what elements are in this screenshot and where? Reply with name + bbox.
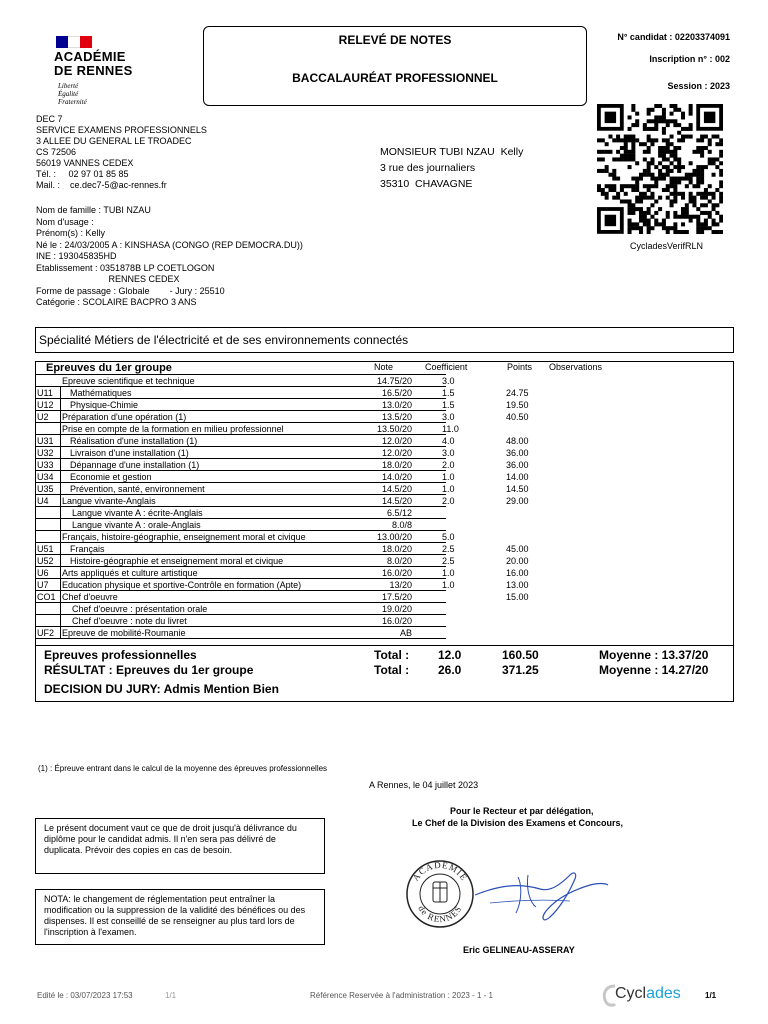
row-code: CO1 (37, 592, 56, 602)
row-note: 13.50/20 (376, 424, 412, 434)
row-note: 16.5/20 (381, 388, 412, 398)
row-label: Préparation d'une opération (1) (62, 412, 187, 422)
row-points: 14.50 (506, 484, 529, 494)
row-label: Chef d'oeuvre : note du livret (72, 616, 187, 626)
row-code: U33 (37, 460, 54, 470)
row-code: U51 (37, 544, 54, 554)
row-label: Chef d'oeuvre (62, 592, 118, 602)
row-note: 14.75/20 (376, 376, 412, 386)
row-label: Mathématiques (70, 388, 132, 398)
row-coefficient: 1.0 (442, 472, 455, 482)
header-points: Points (507, 362, 533, 372)
row-label: Langue vivante A : écrite-Anglais (72, 508, 203, 518)
row-note: 8.0/20 (386, 556, 412, 566)
row-points: 16.00 (506, 568, 529, 578)
row-note: 18.0/20 (381, 544, 412, 554)
row-note: 18.0/20 (381, 460, 412, 470)
stamp-bottom-text: de RENNES (416, 903, 464, 925)
svg-text:ACADEMIE (410, 860, 469, 883)
signatory-name: Eric GELINEAU-ASSERAY (463, 945, 575, 955)
result-points: 371.25 (502, 663, 539, 677)
row-note: 13.0/20 (381, 400, 412, 410)
row-label: Réalisation d'une installation (1) (70, 436, 198, 446)
row-coefficient: 3.0 (442, 412, 455, 422)
row-coefficient: 11.0 (442, 424, 459, 434)
row-code: U52 (37, 556, 54, 566)
diploma-title: BACCALAURÉAT PROFESSIONNEL (292, 71, 498, 85)
row-code: U31 (37, 436, 54, 446)
header-note: Note (374, 362, 394, 372)
row-label: Dépannage d'une installation (1) (70, 460, 200, 470)
edited-date: Edité le : 03/07/2023 17:53 (37, 991, 133, 1000)
row-label: Langue vivante A : orale-Anglais (72, 520, 201, 530)
row-points: 45.00 (506, 544, 529, 554)
academy-logo-name: ACADÉMIE DE RENNES (54, 49, 133, 78)
row-note: 8.0/8 (391, 520, 412, 530)
row-code: U6 (37, 568, 49, 578)
summary-pro-coef: 12.0 (438, 648, 462, 662)
row-note: 13/20 (389, 580, 412, 590)
row-points: 19.50 (506, 400, 529, 410)
row-code: U7 (37, 580, 49, 590)
result-coef: 26.0 (438, 663, 462, 677)
footnote: (1) : Épreuve entrant dans le calcul de la moyenne des épreuves professionnelles (38, 764, 328, 773)
code-column-divider (60, 387, 61, 639)
row-label: Chef d'oeuvre : présentation orale (72, 604, 208, 614)
row-note: 12.0/20 (381, 436, 412, 446)
row-label: Histoire-géographie et enseignement moral et civique (70, 556, 284, 566)
recipient-address: MONSIEUR TUBI NZAU Kelly 3 rue des journaliers 35310 CHAVAGNE (380, 146, 524, 190)
summary-pro-label: Epreuves professionnelles (44, 648, 197, 662)
summary-pro-average: Moyenne : 13.37/20 (599, 648, 709, 662)
row-coefficient: 2.5 (442, 544, 455, 554)
candidate-identity: Nom de famille : TUBI NZAU Nom d'usage : Prénom(s) : Kelly Né le : 24/03/2005 A : KINSHASA (CONGO (REP DEMOCRA.DU)) INE : 193045835HD Etablissement : 0351878B LP COETLOGON RENNES CEDEX Forme de passage : Globale - Jury : 25510 Catégorie : SCOLAIRE BACPRO 3 ANS (36, 205, 303, 307)
group-title: Epreuves du 1er groupe (46, 362, 172, 374)
row-note: 6.5/12 (386, 508, 412, 518)
page-number: 1/1 (705, 991, 717, 1000)
row-points: 24.75 (506, 388, 529, 398)
notice-regulation: NOTA: le changement de réglementation peut entraîner la modification ou la suppression de la validité des bénéfices ou des dispenses. Il est conseillé de se renseigner au plus tard lors de l'inscription à l'examen. (35, 889, 325, 945)
row-divider (36, 638, 446, 639)
row-label: Epreuve scientifique et technique (62, 376, 195, 386)
row-points: 48.00 (506, 436, 529, 446)
row-code: U35 (37, 484, 54, 494)
row-code: UF2 (37, 628, 55, 638)
row-note: 16.0/20 (381, 616, 412, 626)
row-points: 14.00 (506, 472, 529, 482)
republic-flag-icon (56, 36, 92, 48)
row-coefficient: 2.5 (442, 556, 455, 566)
row-note: 17.5/20 (381, 592, 412, 602)
qr-label: CycladesVerifRLN (630, 241, 704, 251)
row-points: 36.00 (506, 448, 529, 458)
row-label: Prévention, santé, environnement (70, 484, 205, 494)
row-coefficient: 5.0 (442, 532, 455, 542)
row-label: Langue vivante-Anglais (62, 496, 156, 506)
row-label: Livraison d'une installation (1) (70, 448, 189, 458)
row-label: Prise en compte de la formation en milieu professionnel (62, 424, 284, 434)
row-note: 14.5/20 (381, 484, 412, 494)
header-divider (36, 374, 446, 375)
republic-motto: Liberté Égalité Fraternité (58, 82, 87, 106)
jury-decision: DECISION DU JURY: Admis Mention Bien (44, 682, 279, 696)
speciality: Spécialité Métiers de l'électricité et de ses environnements connectés (35, 327, 734, 353)
row-note: 12.0/20 (381, 448, 412, 458)
signature-line1: Pour le Recteur et par délégation, (450, 806, 594, 816)
summary-pro-total: Total : (374, 648, 410, 662)
result-label: RÉSULTAT : Epreuves du 1er groupe (44, 663, 254, 677)
signature-icon (470, 855, 610, 935)
document-title: RELEVÉ DE NOTES (338, 33, 452, 47)
row-label: Epreuve de mobilité-Roumanie (62, 628, 186, 638)
row-coefficient: 2.0 (442, 496, 455, 506)
row-points: 20.00 (506, 556, 529, 566)
service-address: DEC 7 SERVICE EXAMENS PROFESSIONNELS 3 ALLEE DU GENERAL LE TROADEC CS 72506 56019 VANNES CEDEX Tél. : 02 97 01 85 85 Mail. : ce.dec7-5@ac-rennes.fr (36, 114, 207, 190)
row-code: U34 (37, 472, 54, 482)
document-title-box (203, 26, 587, 106)
row-points: 36.00 (506, 460, 529, 470)
notice-duplicata: Le présent document vaut ce que de droit jusqu'à délivrance du diplôme pour le candidat admis. Il n'en sera pas délivré de duplicata. Prévoir des copies en cas de besoin. (35, 818, 325, 874)
summary-pro-points: 160.50 (502, 648, 539, 662)
place-date: A Rennes, le 04 juillet 2023 (369, 780, 479, 790)
row-coefficient: 1.5 (442, 400, 455, 410)
row-points: 40.50 (506, 412, 529, 422)
row-points: 13.00 (506, 580, 529, 590)
row-code: U12 (37, 400, 54, 410)
row-code: U32 (37, 448, 54, 458)
row-label: Economie et gestion (70, 472, 152, 482)
session: Session : 2023 (667, 81, 730, 91)
row-note: 14.5/20 (381, 496, 412, 506)
row-coefficient: 3.0 (442, 376, 455, 386)
result-total: Total : (374, 663, 410, 677)
row-points: 15.00 (506, 592, 529, 602)
qr-code-icon (597, 104, 723, 236)
row-note: 13.5/20 (381, 412, 412, 422)
row-note: 19.0/20 (381, 604, 412, 614)
page-number-small: 1/1 (165, 991, 177, 1000)
row-coefficient: 1.5 (442, 388, 455, 398)
row-note: 13.00/20 (376, 532, 412, 542)
row-note: 14.0/20 (381, 472, 412, 482)
row-coefficient: 1.0 (442, 568, 455, 578)
row-label: Education physique et sportive-Contrôle en formation (Apte) (62, 580, 302, 590)
cyclades-brand: Cyclades (615, 985, 681, 1002)
row-coefficient: 2.0 (442, 460, 455, 470)
row-coefficient: 1.0 (442, 484, 455, 494)
admin-reference: Référence Reservée à l'administration : 2023 - 1 - 1 (310, 991, 493, 1000)
row-label: Physique-Chimie (70, 400, 139, 410)
row-note: 16.0/20 (381, 568, 412, 578)
row-coefficient: 3.0 (442, 448, 455, 458)
candidate-number: N° candidat : 02203374091 (617, 32, 730, 42)
signature-line2: Le Chef de la Division des Examens et Concours, (412, 818, 624, 828)
header-coefficient: Coefficient (425, 362, 468, 372)
result-average: Moyenne : 14.27/20 (599, 663, 709, 677)
row-code: U11 (37, 388, 53, 398)
row-points: 29.00 (506, 496, 529, 506)
academy-stamp-icon (404, 858, 476, 930)
row-code: U4 (37, 496, 49, 506)
row-coefficient: 1.0 (442, 580, 455, 590)
row-label: Arts appliqués et culture artistique (62, 568, 198, 578)
header-observations: Observations (549, 362, 603, 372)
row-label: Français (70, 544, 105, 554)
row-code: U2 (37, 412, 49, 422)
inscription-number: Inscription n° : 002 (649, 54, 730, 64)
row-note: AB (399, 628, 412, 638)
stamp-top-text: ACADEMIE (410, 859, 470, 883)
row-label: Français, histoire-géographie, enseignement moral et civique (62, 532, 306, 542)
row-coefficient: 4.0 (442, 436, 455, 446)
